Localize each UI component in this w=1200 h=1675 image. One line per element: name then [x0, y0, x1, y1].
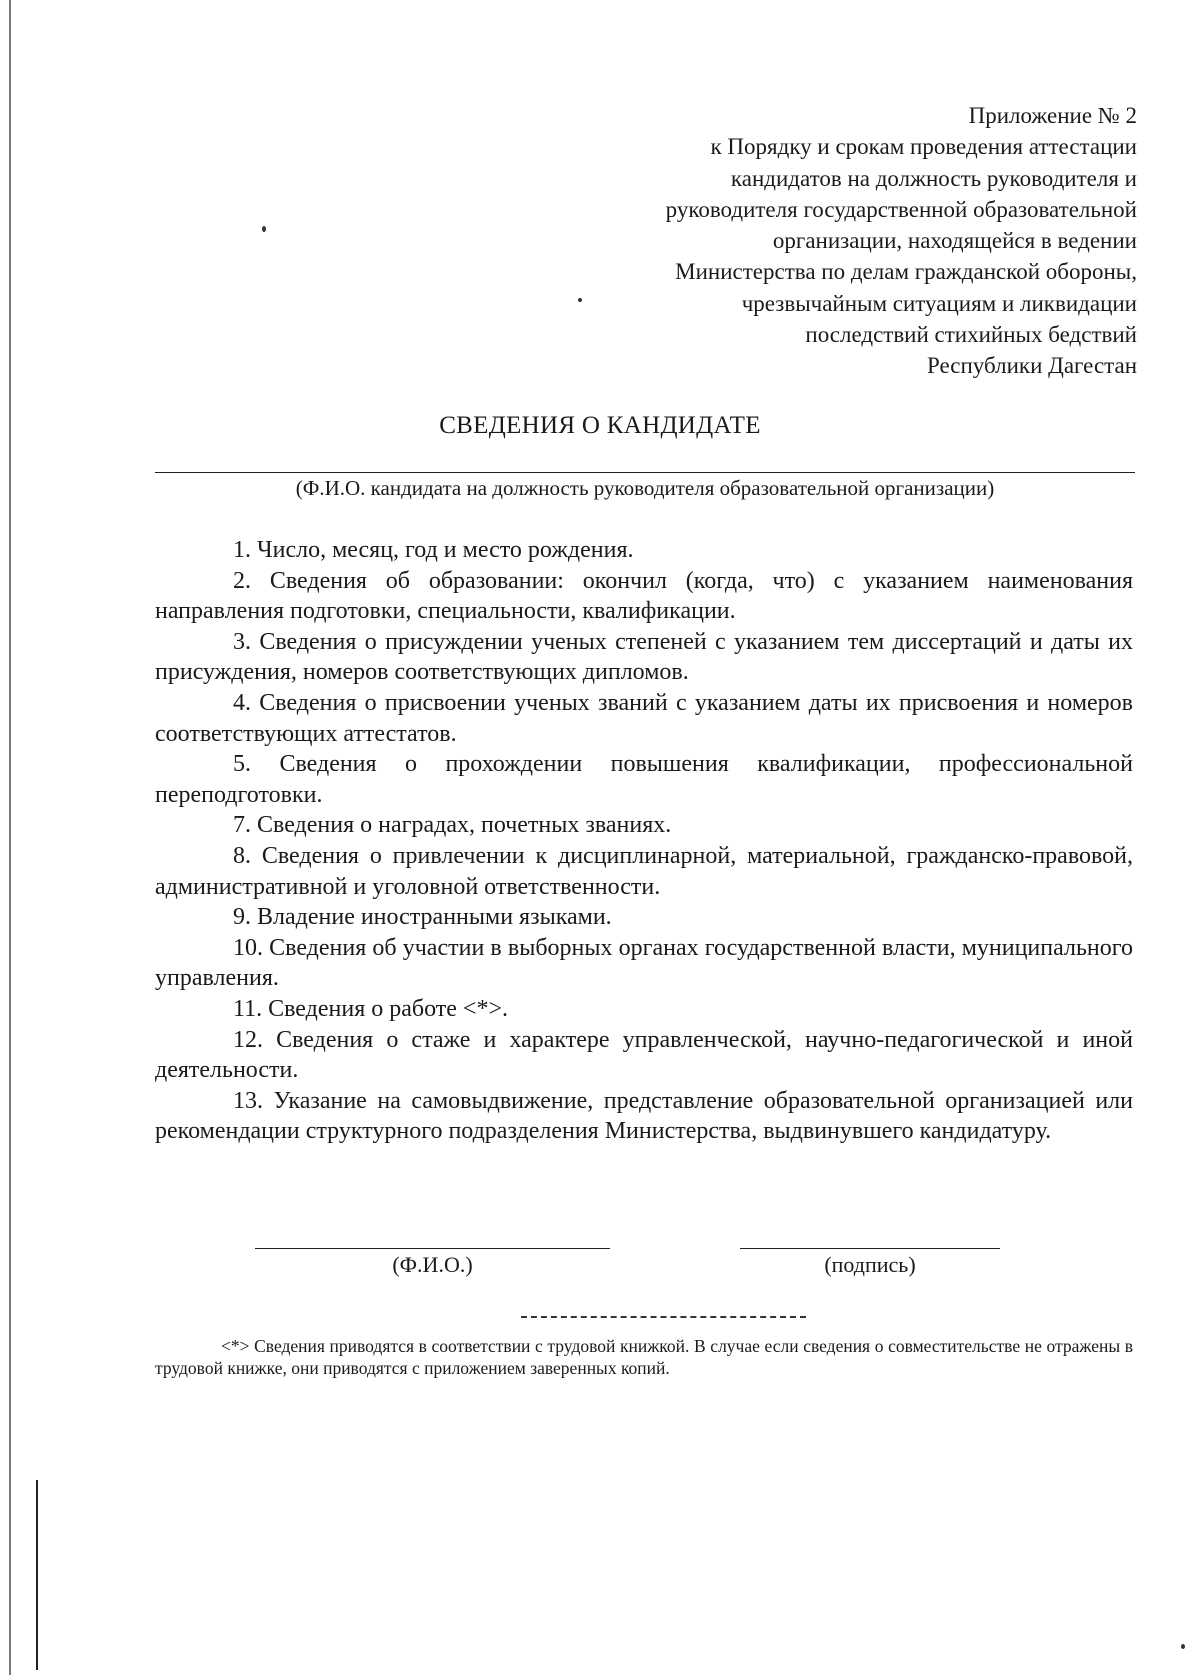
appendix-line: Республики Дагестан [927, 353, 1137, 379]
list-item: 9. Владение иностранными языками. [233, 904, 612, 931]
list-item: 2. Сведения об образовании: окончил (когда, что) с указанием наименования направления подготовки, специальности, квалификации. [155, 567, 1133, 625]
fio-signature-line [255, 1248, 610, 1249]
fio-caption: (Ф.И.О. кандидата на должность руководителя образовательной организации) [295, 476, 995, 500]
items-list [155, 535, 1133, 1147]
fio-blank-line [155, 472, 1135, 473]
appendix-line: кандидатов на должность руководителя и [730, 165, 1137, 191]
appendix-line: последствий стихийных бедствий [805, 322, 1137, 348]
list-item: 7. Сведения о наградах, почетных званиях. [233, 812, 672, 839]
appendix-line: Министерства по делам гражданской обороны, [675, 259, 1137, 285]
appendix-line: Приложение № 2 [968, 103, 1137, 128]
footnote-text: <*> Сведения приводятся в соответствии с трудовой книжкой. В случае если сведения о совместительстве не отражены в трудовой книжке, они приводятся с приложением заверенных копий. [155, 1336, 1133, 1378]
appendix-line: к Порядку и срокам проведения аттестации [710, 134, 1137, 160]
scan-edge-line-bottom [36, 1480, 38, 1670]
scan-speck [262, 226, 266, 232]
fio-signature-caption: (Ф.И.О.) [392, 1252, 473, 1277]
list-item: 12. Сведения о стаже и характере управленческой, научно-педагогической и иной деятельности. [155, 1026, 1133, 1084]
appendix-line: руководителя государственной образовательной [665, 196, 1137, 222]
appendix-header [517, 100, 1137, 382]
list-item: 8. Сведения о привлечении к дисциплинарной, материальной, гражданско-правовой, административной и уголовной ответственности. [155, 842, 1133, 900]
footnote-separator [521, 1316, 806, 1318]
scan-edge-line [9, 0, 11, 1675]
list-item: 10. Сведения об участии в выборных органах государственной власти, муниципального управления. [155, 934, 1133, 992]
sign-signature-line [740, 1248, 1000, 1249]
appendix-line: чрезвычайным ситуациям и ликвидации [741, 290, 1137, 316]
list-item: 13. Указание на самовыдвижение, представление образовательной организацией или рекомендации структурного подразделения Министерства, выдвинувшего кандидатуру. [155, 1087, 1133, 1145]
document-title: СВЕДЕНИЯ О КАНДИДАТЕ [439, 412, 761, 439]
appendix-line: организации, находящейся в ведении [772, 228, 1137, 254]
sign-signature-caption: (подпись) [824, 1252, 916, 1277]
list-item: 1. Число, месяц, год и место рождения. [233, 537, 634, 563]
scan-speck [1181, 1644, 1185, 1649]
list-item: 11. Сведения о работе <*>. [233, 995, 508, 1022]
list-item: 5. Сведения о прохождении повышения квалификации, профессиональной переподготовки. [155, 751, 1133, 808]
list-item: 4. Сведения о присвоении ученых званий с указанием даты их присвоения и номеров соответствующих аттестатов. [155, 689, 1133, 747]
list-item: 3. Сведения о присуждении ученых степеней с указанием тем диссертаций и даты их присуждения, номеров соответствующих дипломов. [155, 628, 1133, 686]
